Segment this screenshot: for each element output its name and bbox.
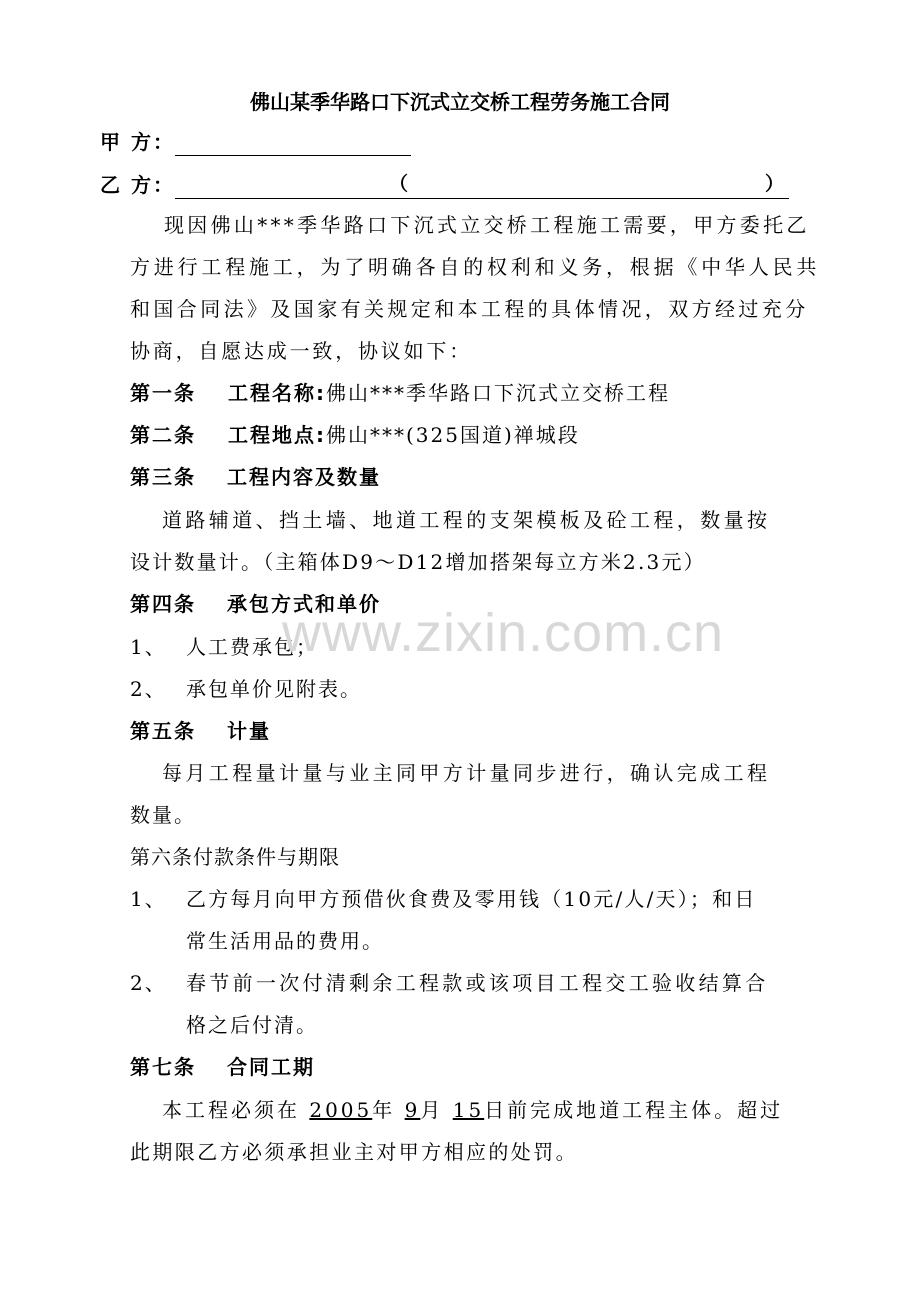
party-a-blank [175, 133, 411, 156]
intro-line-1: 现因佛山***季华路口下沉式立交桥工程施工需要，甲方委托乙 [164, 213, 810, 237]
intro-line-4: 协商，自愿达成一致，协议如下： [130, 339, 472, 363]
watermark: www.zixin.com.cn [282, 603, 725, 663]
article-6-heading: 第六条付款条件与期限 [130, 845, 340, 869]
article-2 [130, 421, 580, 449]
item-number: 2、 [130, 971, 167, 995]
article-5-body-1: 每月工程量计量与业主同甲方计量同步进行，确认完成工程 [162, 761, 771, 785]
item-number: 1、 [130, 635, 167, 659]
article-7-body-1 [162, 1096, 783, 1124]
article-2-value: 佛山***(325国道)禅城段 [326, 423, 580, 447]
article-6-item-1-cont: 常生活用品的费用。 [186, 929, 384, 953]
article-6-item-2-cont: 格之后付清。 [186, 1013, 318, 1037]
text: 日前完成地道工程主体。超过 [484, 1098, 784, 1122]
party-b-label: 乙 方： [100, 173, 175, 197]
article-1 [130, 379, 670, 407]
item-text: 乙方每月向甲方预借伙食费及零用钱（10元/人/天）；和日 [186, 887, 757, 911]
document-title: 佛山某季华路口下沉式立交桥工程劳务施工合同 [250, 90, 670, 114]
article-7-body-2: 此期限乙方必须承担业主对甲方相应的处罚。 [130, 1140, 578, 1164]
deadline-year: 2005 [309, 1098, 373, 1122]
intro-line-2: 方进行工程施工，为了明确各自的权利和义务，根据《中华人民共 [130, 255, 821, 279]
article-1-number: 第一条 [130, 381, 196, 405]
text: 年 [372, 1098, 396, 1122]
article-3-heading: 第三条 工程内容及数量 [130, 465, 381, 489]
article-4-item-2 [130, 675, 362, 703]
article-7-heading: 第七条 合同工期 [130, 1055, 315, 1079]
article-2-label: 工程地点: [228, 423, 326, 447]
article-3-body-2: 设计数量计。（主箱体D9～D12增加搭架每立方米2.3元） [130, 550, 706, 574]
item-text: 春节前一次付清剩余工程款或该项目工程交工验收结算合 [186, 971, 769, 995]
deadline-month: 9 [404, 1098, 421, 1122]
article-4-heading: 第四条 承包方式和单价 [130, 592, 381, 616]
party-b-paren-open: （ [388, 173, 410, 195]
text: 月 [420, 1098, 444, 1122]
party-a-row [100, 128, 411, 156]
party-a-label: 甲 方： [100, 130, 175, 154]
item-text: 承包单价见附表。 [186, 677, 362, 701]
intro-line-3: 和国合同法》及国家有关规定和本工程的具体情况，双方经过充分 [130, 297, 809, 321]
article-5-body-2: 数量。 [130, 803, 196, 827]
item-number: 1、 [130, 887, 167, 911]
item-number: 2、 [130, 677, 167, 701]
article-1-value: 佛山***季华路口下沉式立交桥工程 [326, 381, 670, 405]
article-2-number: 第二条 [130, 423, 196, 447]
text: 本工程必须在 [162, 1098, 300, 1122]
party-b-blank [175, 173, 789, 199]
article-3-body-1: 道路辅道、挡土墙、地道工程的支架模板及砼工程，数量按 [162, 508, 771, 532]
party-b-paren-close: ） [764, 173, 786, 195]
article-1-label: 工程名称: [228, 381, 326, 405]
article-5-heading: 第五条 计量 [130, 719, 271, 743]
item-text: 人工费承包； [186, 635, 318, 659]
article-6-item-2 [130, 969, 769, 997]
deadline-day: 15 [452, 1098, 485, 1122]
article-6-item-1 [130, 885, 757, 913]
party-b-row [100, 171, 789, 199]
